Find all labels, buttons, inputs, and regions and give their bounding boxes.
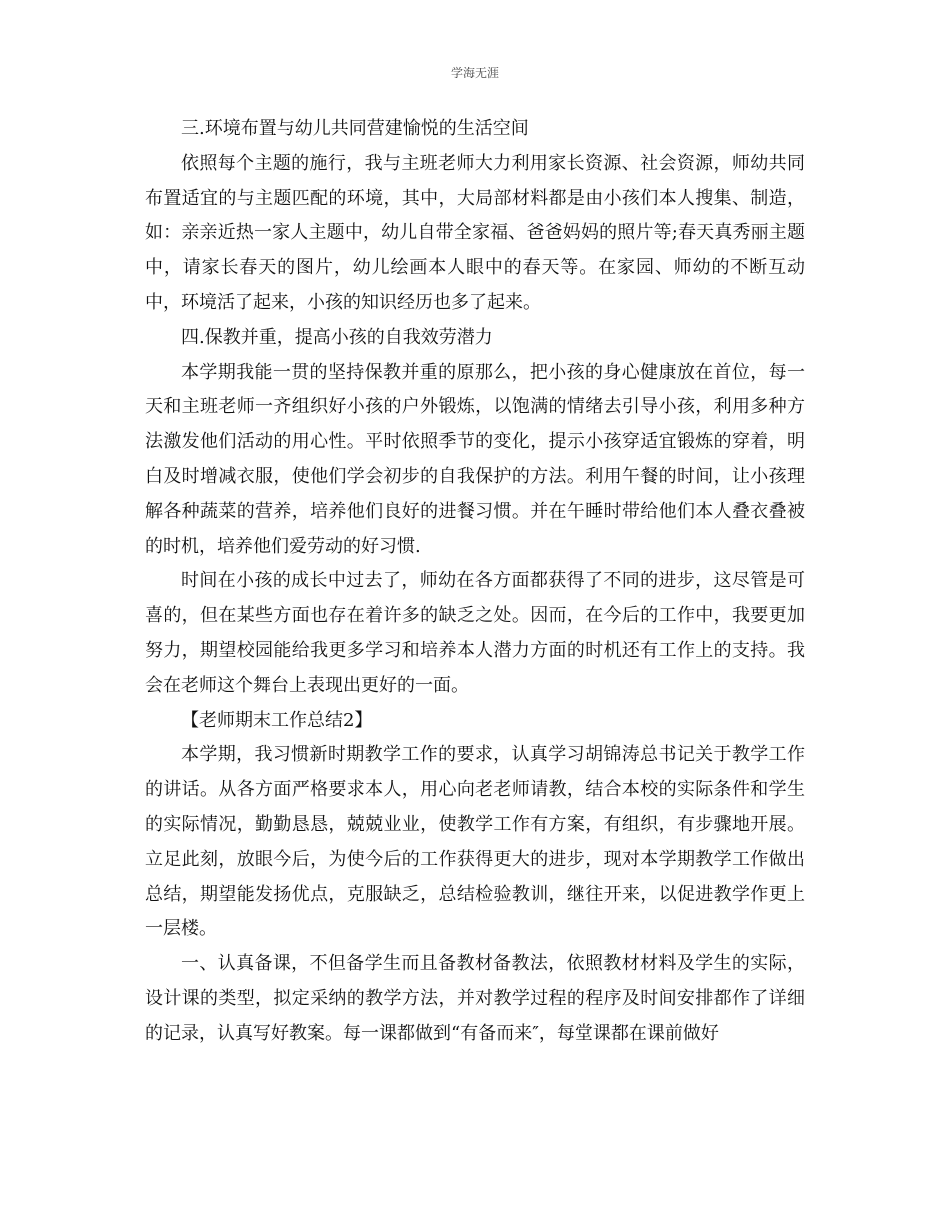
section-heading-summary-2: 【老师期末工作总结2】: [181, 709, 373, 731]
document-body: [145, 112, 805, 1052]
paragraph-lesson-prep: 一、认真备课，不但备学生而且备教材备教法，依照教材材料及学生的实际，设计课的类型，拟定采纳的教学方法，并对教学过程的程序及时间安排都作了详细的记录，认真写好教案。每一课都做到“有备而来″，每堂课都在课前做好: [145, 953, 805, 1044]
paragraph-reflection: 时间在小孩的成长中过去了，师幼在各方面都获得了不同的进步，这尽管是可喜的，但在某些方面也存在着许多的缺乏之处。因而，在今后的工作中，我要更加努力，期望校园能给我更多学习和培养本人潜力方面的时机还有工作上的支持。我会在老师这个舞台上表现出更好的一面。: [145, 570, 805, 696]
paragraph-semester-intro: 本学期，我习惯新时期教学工作的要求，认真学习胡锦涛总书记关于教学工作的讲话。从各方面严格要求本人，用心向老老师请教，结合本校的实际条件和学生的实际情况，勤勤恳恳，兢兢业业，使教学工作有方案，有组织，有步骤地开展。立足此刻，放眼今后，为使今后的工作获得更大的进步，现对本学期教学工作做出总结，期望能发扬优点，克服缺乏，总结检验教训，继往开来，以促进教学作更上一层楼。: [145, 744, 805, 940]
page-header: 学海无涯: [450, 66, 499, 80]
section-heading-care: 四.保教并重，提高小孩的自我效劳潜力: [181, 326, 493, 348]
paragraph-environment: 依照每个主题的施行，我与主班老师大力利用家长资源、社会资源，师幼共同布置适宜的与主题匹配的环境，其中，大局部材料都是由小孩们本人搜集、制造，如：亲亲近热一家人主题中，幼儿自带全家福、爸爸妈妈的照片等;春天真秀丽主题中，请家长春天的图片，幼儿绘画本人眼中的春天等。在家园、师幼的不断互动中，环境活了起来，小孩的知识经历也多了起来。: [145, 152, 805, 313]
section-heading-environment: 三.环境布置与幼儿共同营建愉悦的生活空间: [181, 118, 529, 139]
paragraph-care: 本学期我能一贯的坚持保教并重的原那么，把小孩的身心健康放在首位，每一天和主班老师一齐组织好小孩的户外锻炼，以饱满的情绪去引导小孩，利用多种方法激发他们活动的用心性。平时依照季节的变化，提示小孩穿适宜锻炼的穿着，明白及时增减衣服，使他们学会初步的自我保护的方法。利用午餐的时间，让小孩理解各种蔬菜的营养，培养他们良好的进餐习惯。并在午睡时带给他们本人叠衣叠被的时机，培养他们爱劳动的好习惯.: [145, 361, 805, 557]
